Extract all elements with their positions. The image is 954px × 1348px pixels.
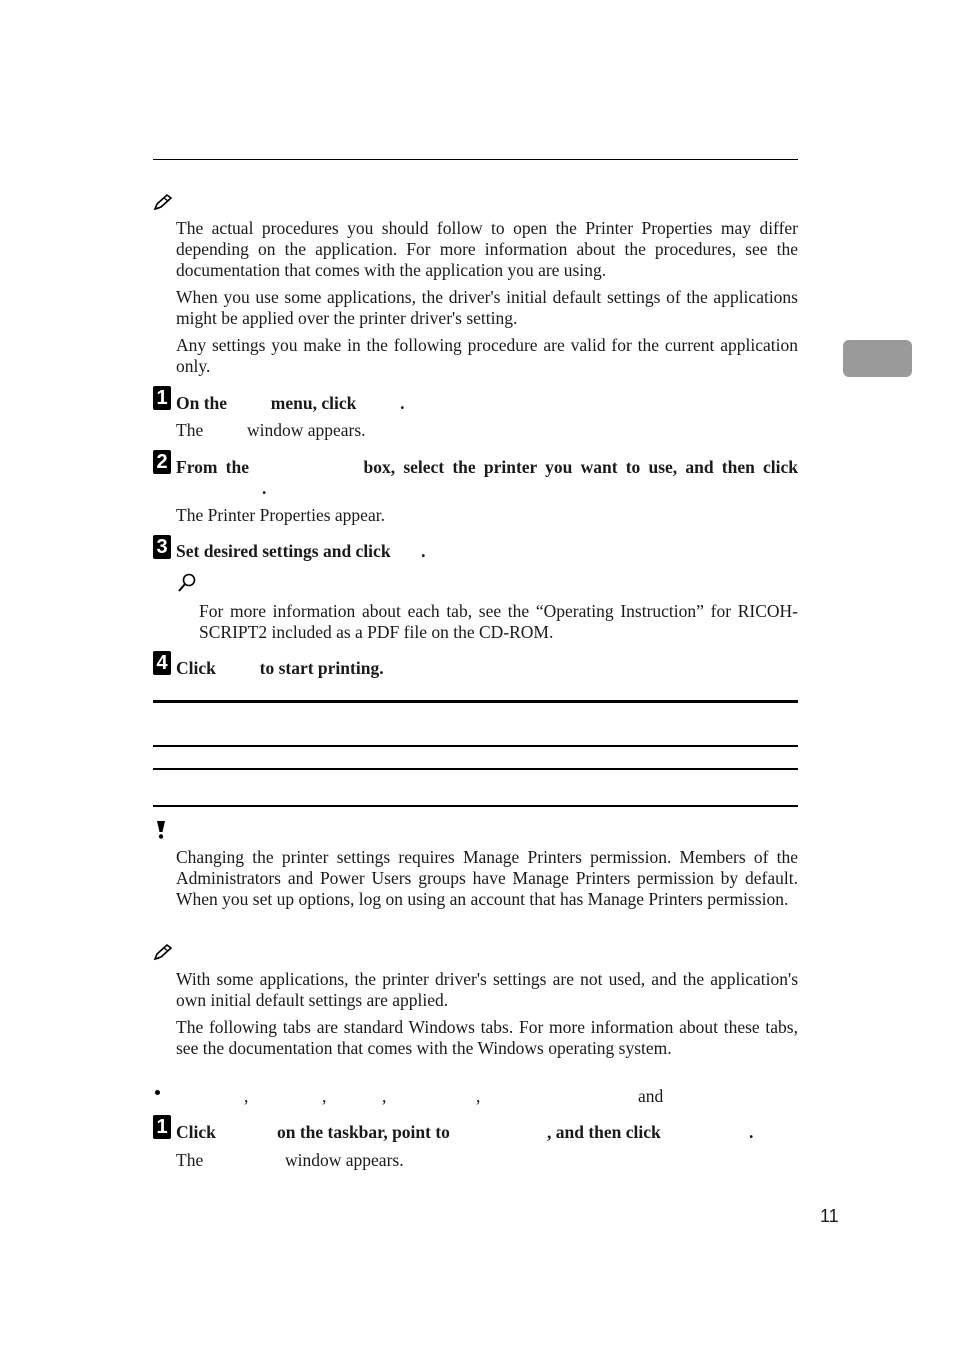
step-b1-part1: Click [176, 1122, 216, 1142]
step-2-instruction-line2: . [262, 478, 267, 498]
step-1-instruction: On the menu, click . [176, 393, 405, 413]
note1-paragraph-2: When you use some applications, the driver's initial default settings of the applications might be applied over the printer driver's setting. [176, 287, 798, 328]
step-number-badge: 2 [153, 450, 171, 474]
page-number: 11 [820, 1206, 839, 1226]
step-b1-part3: , and then click [547, 1122, 661, 1142]
section-rule [153, 768, 798, 770]
note2-paragraph-1: With some applications, the printer driver's settings are not used, and the application's own initial default settings are applied. [176, 969, 798, 1010]
important-icon [154, 820, 168, 840]
note-pencil-icon [153, 193, 173, 211]
step-b1-part4: . [749, 1122, 754, 1142]
header-rule [153, 159, 798, 160]
step-number-badge: 1 [153, 386, 171, 410]
step-3-reference: For more information about each tab, see the “Operating Instruction” for RICOH-SCRIPT2 included as a PDF file on the CD-ROM. [199, 601, 798, 642]
step-2-result: The Printer Properties appear. [176, 505, 385, 525]
note2-paragraph-2: The following tabs are standard Windows tabs. For more information about these tabs, see the documentation that comes with the Windows operating system. [176, 1017, 798, 1058]
note-pencil-icon [153, 943, 173, 961]
step-b1-result-rest: window appears. [285, 1150, 404, 1170]
bullet-comma: , [476, 1086, 481, 1106]
step-4-instruction: Click to start printing. [176, 658, 384, 678]
step-number-badge: 3 [153, 535, 171, 559]
note1-paragraph-3: Any settings you make in the following procedure are valid for the current application only. [176, 335, 798, 376]
reference-magnifier-icon [177, 573, 197, 593]
step-number-badge: 1 [153, 1115, 171, 1139]
bullet-and: and [638, 1086, 664, 1106]
section-rule [153, 805, 798, 807]
chapter-tab-marker [843, 340, 912, 377]
bullet-comma: , [322, 1086, 327, 1106]
step-1-result: The window appears. [176, 420, 366, 440]
step-b1-part2: on the taskbar, point to [277, 1122, 450, 1142]
bullet-comma: , [382, 1086, 387, 1106]
step-2-instruction-line1: From the box, select the printer you want to use, and then click [176, 457, 798, 477]
step-3-instruction: Set desired settings and click . [176, 541, 426, 561]
section-rule-thick [153, 700, 798, 703]
step-b1-result-the: The [176, 1150, 204, 1170]
bullet-comma: , [244, 1086, 249, 1106]
section-rule [153, 745, 798, 747]
bullet-dot [155, 1090, 160, 1095]
step-number-badge: 4 [153, 651, 171, 675]
important-text: Changing the printer settings requires Manage Printers permission. Members of the Administrators and Power Users groups have Manage Printers permission by default. When you set up options, log on using an account that has Manage Printers permission. [176, 847, 798, 909]
note1-paragraph-1: The actual procedures you should follow to open the Printer Properties may differ depending on the application. For more information about the procedures, see the documentation that comes with the application you are using. [176, 218, 798, 280]
